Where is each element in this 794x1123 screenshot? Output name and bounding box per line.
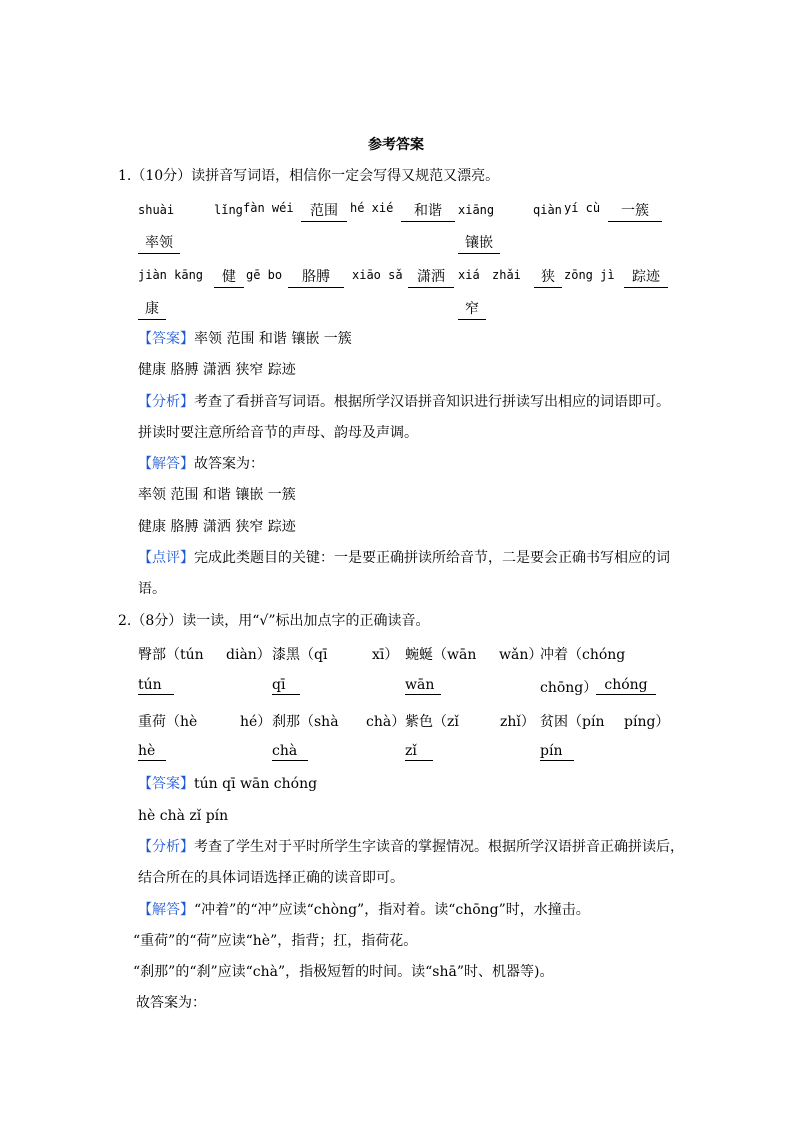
q1-answer-blank: 镶嵌	[458, 232, 500, 254]
q1-solution-line1: 率领 范围 和谐 镶嵌 一簇	[138, 487, 296, 503]
q1-answer-blank: 健	[214, 266, 244, 288]
q1-pinyin: zōng jì	[564, 268, 615, 282]
q1-pinyin: xiāng	[458, 203, 495, 217]
q2-word: 贫困（pín	[540, 714, 605, 730]
q2-word: zhǐ）	[500, 714, 535, 730]
q1-solution: 【解答】故答案为：	[138, 456, 264, 472]
q1-answer-blank: 和谐	[401, 200, 455, 222]
q2-answer-blank: qī	[272, 677, 300, 695]
q1-answer-blank: 踪迹	[624, 266, 668, 288]
q1-analysis: 【分析】考查了看拼音写词语。根据所学汉语拼音知识进行拼读写出相应的词语即可。	[138, 394, 670, 410]
q2-solution-line4: 故答案为：	[136, 995, 206, 1011]
q2-analysis: 【分析】考查了学生对于平时所学生字读音的掌握情况。根据所学汉语拼音正确拼读后，	[138, 839, 684, 855]
q2-word: 臀部（tún	[138, 647, 204, 663]
q1-answer-blank: 率领	[138, 232, 180, 254]
q2-word: xī）	[372, 647, 399, 663]
q2-answer-blank: tún	[138, 677, 174, 695]
q2-answer-line2: hè chà zǐ pín	[138, 808, 229, 824]
q1-comment-line2: 语。	[138, 581, 166, 597]
q2-solution-line2: “重荷”的“荷”应读“hè”，指背；扛，指荷花。	[133, 933, 418, 949]
q2-word: 漆黑（qī	[272, 647, 328, 663]
q1-answer: 【答案】率领 范围 和谐 镶嵌 一簇	[138, 331, 352, 347]
q2-answer-blank: zǐ	[405, 743, 433, 761]
q1-pinyin: fàn wéi	[243, 201, 294, 215]
page-title: 参考答案	[368, 137, 424, 153]
q2-word: 冲着（chóng	[540, 647, 626, 663]
q2-answer-blank: hè	[138, 743, 166, 761]
q1-analysis-line2: 拼读时要注意所给音节的声母、韵母及声调。	[138, 425, 418, 441]
q1-solution-line2: 健康 胳膊 潇洒 狭窄 踪迹	[138, 519, 296, 535]
q2-word: wǎn）	[499, 647, 543, 663]
q2-answer-blank: wān	[405, 677, 441, 695]
q2-solution-line3: “刹那”的“刹”应读“chà”，指极短暂的时间。读“shā”时、机器等)。	[133, 964, 554, 980]
q2-analysis-line2: 结合所在的具体词语选择正确的读音即可。	[138, 870, 404, 886]
q1-comment: 【点评】完成此类题目的关键：一是要正确拼读所给音节，二是要会正确书写相应的词	[138, 550, 670, 566]
q1-answer-blank: 狭	[534, 266, 562, 288]
q1-answer-blank: 窄	[458, 298, 486, 320]
q1-pinyin: xiá	[458, 268, 480, 282]
q1-pinyin: yí cù	[564, 201, 601, 215]
q1-answer-blank: 潇洒	[408, 266, 454, 288]
q2-word: 重荷（hè	[138, 714, 198, 730]
q1-answer-blank: 一簇	[608, 200, 662, 222]
q2-word: chà）	[366, 714, 406, 730]
q1-answer-blank: 康	[138, 298, 166, 320]
q2-word: 蜿蜒（wān	[405, 647, 477, 663]
q1-pinyin: gē bo	[246, 268, 283, 282]
q1-pinyin: shuài	[138, 203, 175, 217]
q2-word: hé）	[240, 714, 272, 730]
q2-header: 2.（8分）读一读，用“√”标出加点字的正确读音。	[118, 613, 430, 629]
q2-answer-blank: chóng	[596, 677, 656, 695]
q2-answer: 【答案】tún qī wān chóng	[138, 776, 318, 792]
q2-answer-blank: pín	[540, 743, 574, 761]
q1-answer-blank: 范围	[301, 200, 347, 222]
q2-word: píng）	[624, 714, 670, 730]
q1-pinyin: qiàn	[533, 203, 562, 217]
q1-pinyin: hé xié	[350, 201, 394, 215]
q2-word: chōng）	[540, 680, 598, 696]
q1-pinyin: jiàn kāng	[138, 268, 204, 282]
q1-pinyin: xiāo sǎ	[352, 268, 403, 282]
q2-solution: 【解答】“冲着”的“冲”应读“chòng”，指对着。读“chōng”时，水撞击。	[138, 902, 590, 918]
q1-pinyin: zhǎi	[492, 268, 521, 282]
q2-word: 刹那（shà	[272, 714, 339, 730]
q2-word: diàn）	[226, 647, 271, 663]
q1-answer-line2: 健康 胳膊 潇洒 狭窄 踪迹	[138, 362, 296, 378]
q2-word: 紫色（zǐ	[405, 714, 459, 730]
q1-header: 1.（10分）读拼音写词语，相信你一定会写得又规范又漂亮。	[118, 168, 500, 184]
q2-answer-blank: chà	[272, 743, 308, 761]
q1-pinyin: lǐng	[214, 203, 243, 217]
q1-answer-blank: 胳膊	[288, 266, 344, 288]
